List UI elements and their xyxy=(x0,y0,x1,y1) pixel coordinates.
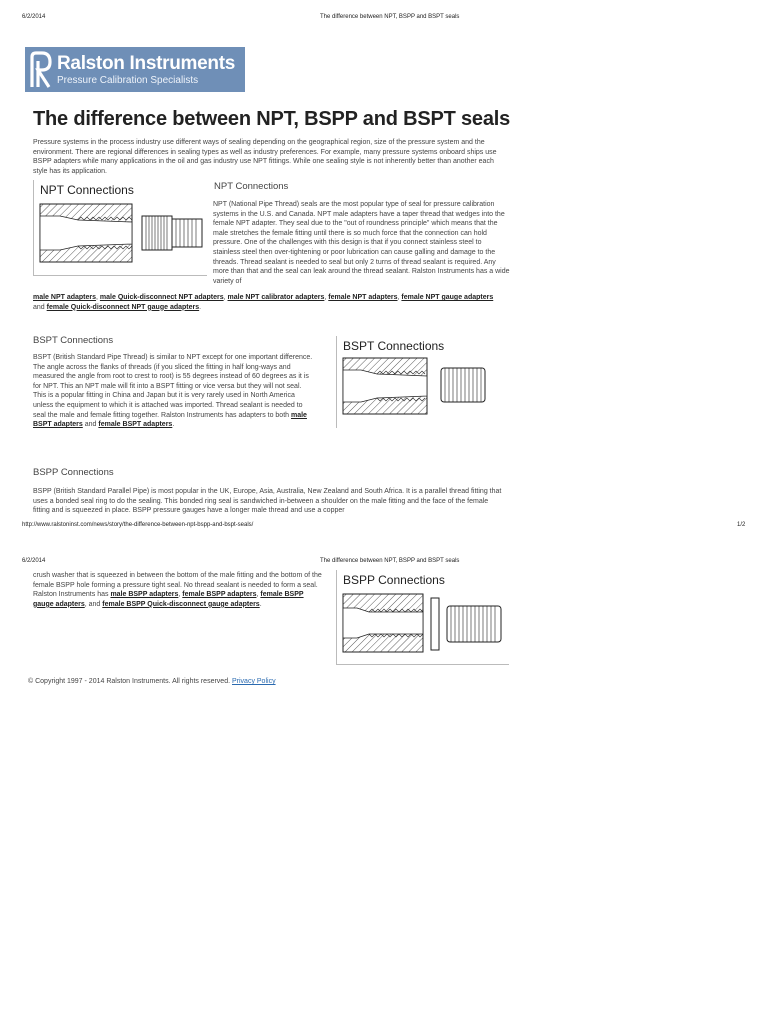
pdf-header-date-page2: 6/2/2014 xyxy=(22,558,46,564)
link-male-qd-npt-adapters[interactable]: male Quick-disconnect NPT adapters xyxy=(99,294,224,301)
pdf-footer-page: 1/2 xyxy=(737,522,746,528)
bspp-figure xyxy=(336,570,509,665)
copyright-line xyxy=(28,678,276,685)
npt-thread-diagram xyxy=(38,202,208,272)
npt-heading: NPT Connections xyxy=(214,181,289,192)
npt-figure-title: NPT Connections xyxy=(40,183,134,197)
article-title: The difference between NPT, BSPP and BSPT seals xyxy=(33,108,511,130)
pdf-footer-url: http://www.ralstoninst.com/news/story/the-difference-between-npt-bspp-and-bspt-seals/ xyxy=(22,522,254,528)
bspt-text: BSPT (British Standard Pipe Thread) is similar to NPT except for one important difference. The angle across the flanks of threads (if you sliced the fitting in half long-ways and measured the angle from root to crest to root) is 55 degrees instead of 60 degrees as it is for NPT. This an NPT male will fit into a BSPT fitting or vice versa but they will not seal. This is a popular fitting in China and Japan but it is very rarely used in North America unless the equipment to which it is attached was imported. Thread sealant is needed to seal the male and female fitting together. Ralston Instruments has adapters to both xyxy=(33,354,313,419)
bspt-figure xyxy=(336,336,509,428)
link-male-bspp-adapters[interactable]: male BSPP adapters xyxy=(110,591,179,599)
link-female-bspt-adapters[interactable]: female BSPT adapters xyxy=(98,421,173,429)
link-female-npt-adapters[interactable]: female NPT adapters xyxy=(328,294,398,301)
ralston-logo-icon xyxy=(25,47,57,92)
privacy-policy-link[interactable]: Privacy Policy xyxy=(232,678,276,685)
logo-tagline: Pressure Calibration Specialists xyxy=(57,74,199,86)
bspp-figure-title: BSPP Connections xyxy=(343,573,445,587)
npt-figure xyxy=(33,180,207,276)
link-male-npt-calibrator-adapters[interactable]: male NPT calibrator adapters xyxy=(227,294,325,301)
link-female-npt-gauge-adapters[interactable]: female NPT gauge adapters xyxy=(401,294,494,301)
bspp-paragraph-p2: crush washer that is squeezed in between the bottom of the male fitting and the bottom of the female BSPP hole forming a pressure tight seal. No thread sealant is needed to form a seal. Ralston Instruments has male BSPP adapters, female BSPP adapters, female BSPP gauge adapters, and female BSPP Quick-disconnect gauge adapters. xyxy=(33,572,322,608)
link-female-bspp-gauge-adapters[interactable]: female BSPP gauge adapters xyxy=(33,591,304,608)
bspp-thread-diagram xyxy=(341,592,509,658)
pdf-header-date: 6/2/2014 xyxy=(22,14,46,20)
intro-paragraph: Pressure systems in the process industry use different ways of sealing depending on the geographical region, size of the pressure system and the environment. There are regional differences in sealing types as well as industry preferences. For example, many pressure systems onboard ships use BSPP adapters while many applications in the oil and gas industry use NPT fittings. While one sealing style is not inherently better than another each style has its application. xyxy=(33,139,497,175)
link-male-npt-adapters[interactable]: male NPT adapters xyxy=(33,294,97,301)
npt-paragraph: NPT (National Pipe Thread) seals are the most popular type of seal for pressure calibration systems in the U.S. and Canada. NPT male adapters have a taper thread that wedges into the female NPT adapter. They seal due to the "out of roundness principle" which means that the male stretches the female fitting until there is so much force that the connection can hold pressure. One of the challenges with this design is that if you connect stainless steel to stainless steel then over-tightening or poor lubrication can cause galling and damage to the threads. Thread sealant is needed to seal but only 2 turns of thread sealant is required. Any more than that and the seal can leak around the thread sealant. Ralston Instruments has a wide variety of xyxy=(213,201,510,285)
link-female-bspp-adapters[interactable]: female BSPP adapters xyxy=(182,591,257,599)
copyright-text: © Copyright 1997 - 2014 Ralston Instruments. All rights reserved. xyxy=(28,678,231,685)
npt-links-line: male NPT adapters, male Quick-disconnect NPT adapters, male NPT calibrator adapters, female NPT adapters, female NPT gauge adapters and female Quick-disconnect NPT gauge adapters. xyxy=(33,294,494,311)
link-female-bspp-qd-gauge-adapters[interactable]: female BSPP Quick-disconnect gauge adapters xyxy=(102,600,260,608)
bspt-heading: BSPT Connections xyxy=(33,335,114,346)
pdf-header-title: The difference between NPT, BSPP and BSPT seals xyxy=(320,14,460,20)
pdf-header-title-page2: The difference between NPT, BSPP and BSPT seals xyxy=(320,558,460,564)
bspp-and: and xyxy=(88,600,101,608)
logo-name: Ralston Instruments xyxy=(57,52,235,74)
bspt-figure-title: BSPT Connections xyxy=(343,339,445,353)
bspt-paragraph: BSPT (British Standard Pipe Thread) is similar to NPT except for one important difference. The angle across the flanks of threads (if you sliced the fitting in half long-ways and measured the angle from root to crest to root) is 55 degrees instead of 60 degrees as it is for NPT. This an NPT male will fit into a BSPT fitting or vice versa but they will not seal. This is a popular fitting in China and Japan but it is very rarely used in North America unless the equipment to which it is attached was imported. Thread sealant is needed to seal the male and female fitting together. Ralston Instruments has adapters to both male BSPT adapters and female BSPT adapters. xyxy=(33,354,313,429)
ralston-logo[interactable] xyxy=(25,47,245,92)
link-male-bspt-adapters[interactable]: male BSPT adapters xyxy=(33,411,307,429)
link-female-qd-npt-gauge-adapters[interactable]: female Quick-disconnect NPT gauge adapters xyxy=(46,303,200,311)
bspp-heading: BSPP Connections xyxy=(33,467,114,478)
bspt-and: and xyxy=(84,421,97,429)
bspp-paragraph-p1: BSPP (British Standard Parallel Pipe) is most popular in the UK, Europe, Asia, Australia, New Zealand and South Africa. It is a parallel thread fitting that uses a bonded seal ring to do the sealing. This bonded ring seal is sandwiched in-between a shoulder on the male fitting and the face of the female fitting and is squeezed in place. BSPP pressure gauges have a longer male thread and use a copper xyxy=(33,488,502,515)
bspp-text-p2: crush washer that is squeezed in between the bottom of the male fitting and the bottom of the female BSPP hole forming a pressure tight seal. No thread sealant is needed to form a seal. Ralston Instruments has xyxy=(33,572,322,599)
bspt-thread-diagram xyxy=(341,356,509,420)
npt-and: and xyxy=(33,303,45,311)
